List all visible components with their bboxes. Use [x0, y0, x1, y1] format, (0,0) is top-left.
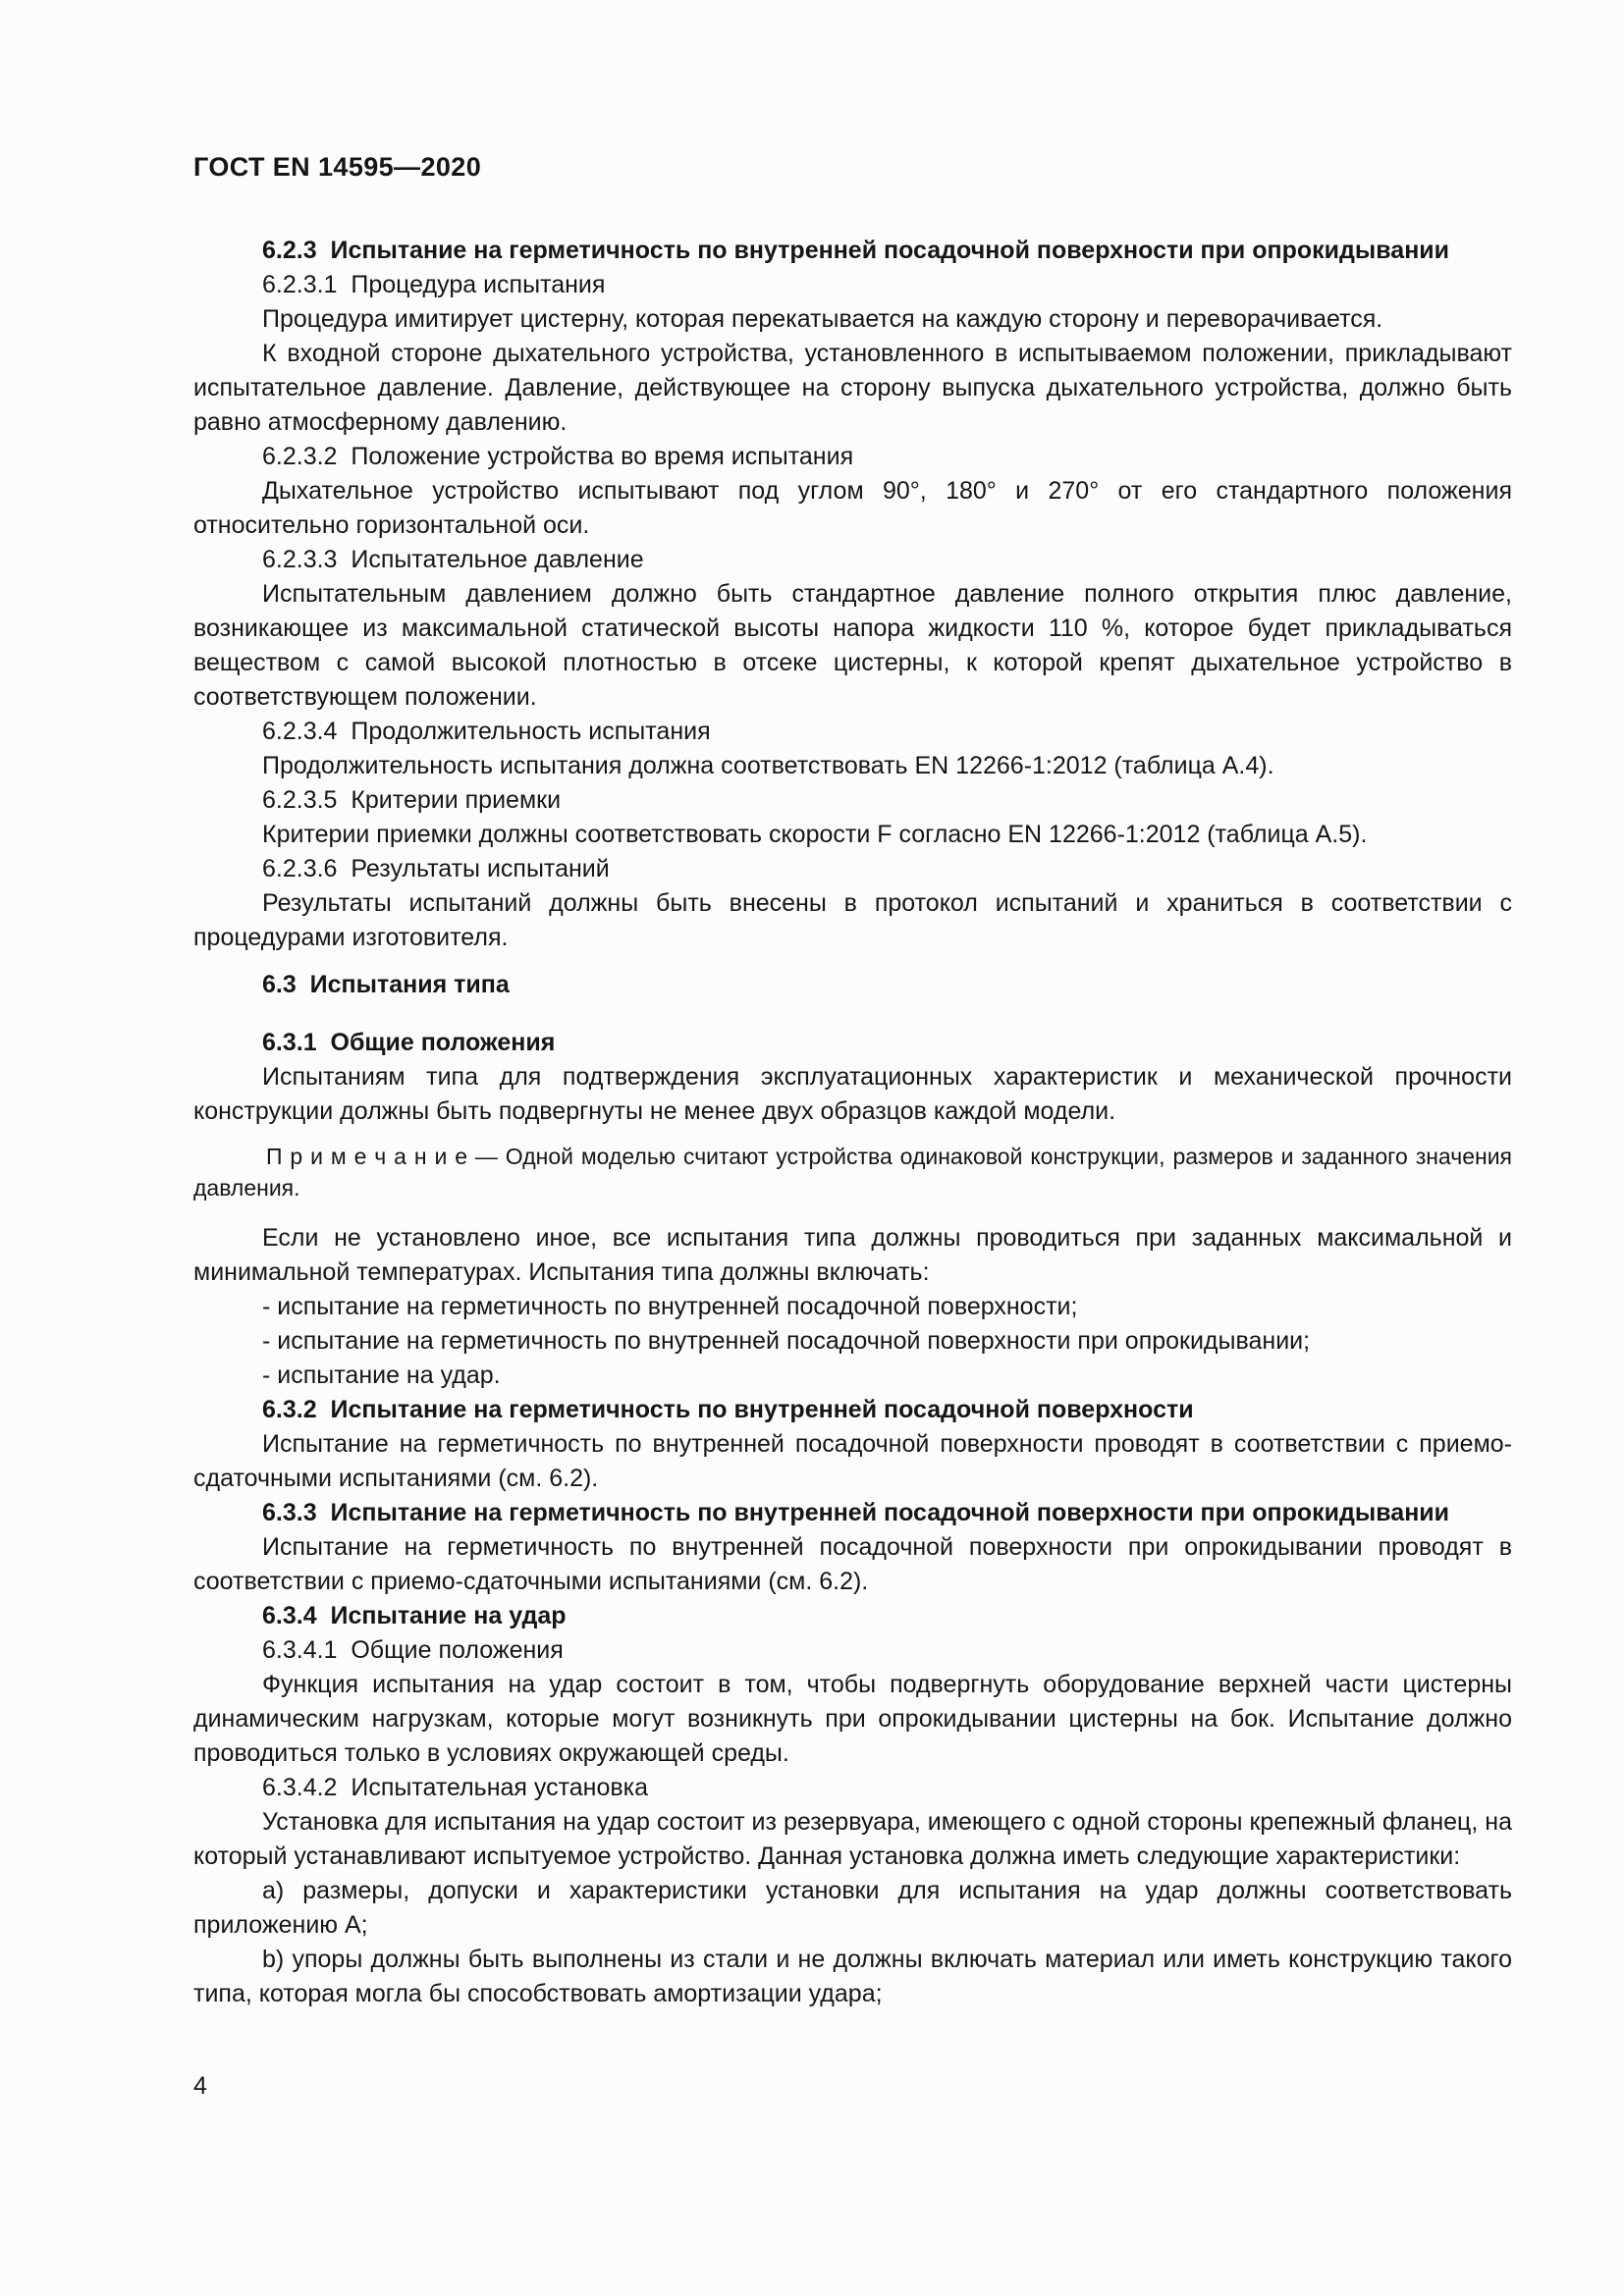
list-item: b) упоры должны быть выполнены из стали и не должны включать материал или иметь конструкцию такого типа, которая могла бы способствовать амортизации удара;	[193, 1946, 1512, 2007]
subheading: 6.3.4.1 Общие положения	[262, 1636, 564, 1664]
paragraph: К входной стороне дыхательного устройства, установленного в испытываемом положении, прикладывают испытательное давление. Давление, действующее на сторону выпуска дыхательного устройства, должно быть равно атмосферному давлению.	[193, 340, 1512, 436]
subheading: 6.2.3.2 Положение устройства во время испытания	[262, 443, 854, 470]
paragraph: Результаты испытаний должны быть внесены в протокол испытаний и храниться в соответствии с процедурами изготовителя.	[193, 889, 1512, 951]
subheading: 6.2.3.6 Результаты испытаний	[262, 855, 610, 882]
list-item: - испытание на герметичность по внутренней посадочной поверхности;	[262, 1293, 1078, 1320]
list-item: - испытание на удар.	[262, 1362, 501, 1389]
paragraph: Испытание на герметичность по внутренней посадочной поверхности при опрокидывании проводят в соответствии с приемо-сдаточными испытаниями (см. 6.2).	[193, 1533, 1512, 1595]
paragraph: Продолжительность испытания должна соответствовать EN 12266-1:2012 (таблица А.4).	[262, 752, 1274, 779]
section-heading: 6.2.3 Испытание на герметичность по внутренней посадочной поверхности при опрокидывании	[262, 237, 1450, 264]
paragraph: Дыхательное устройство испытывают под углом 90°, 180° и 270° от его стандартного положения относительно горизонтальной оси.	[193, 477, 1512, 539]
paragraph: Процедура имитирует цистерну, которая перекатывается на каждую сторону и переворачивается.	[262, 305, 1383, 333]
list-item: а) размеры, допуски и характеристики установки для испытания на удар должны соответствовать приложению А;	[193, 1877, 1512, 1939]
subheading: 6.3.4.2 Испытательная установка	[262, 1774, 649, 1801]
document-content	[193, 234, 1512, 2011]
paragraph: Установка для испытания на удар состоит из резервуара, имеющего с одной стороны крепежный фланец, на который устанавливают испытуемое устройство. Данная установка должна иметь следующие характеристики:	[193, 1808, 1512, 1870]
subheading: 6.2.3.1 Процедура испытания	[262, 271, 606, 298]
note: П р и м е ч а н и е — Одной моделью считают устройства одинаковой конструкции, размеров и заданного значения давления.	[193, 1144, 1512, 1201]
paragraph: Функция испытания на удар состоит в том, чтобы подвергнуть оборудование верхней части цистерны динамическим нагрузкам, которые могут возникнуть при опрокидывании цистерны на бок. Испытание должно проводиться только в условиях окружающей среды.	[193, 1671, 1512, 1767]
paragraph: Критерии приемки должны соответствовать скорости F согласно EN 12266-1:2012 (таблица А.5).	[262, 821, 1368, 848]
paragraph: Испытаниям типа для подтверждения эксплуатационных характеристик и механической прочности конструкции должны быть подвергнуты не менее двух образцов каждой модели.	[193, 1063, 1512, 1125]
subheading: 6.2.3.3 Испытательное давление	[262, 546, 644, 573]
subheading: 6.2.3.4 Продолжительность испытания	[262, 718, 711, 745]
section-heading: 6.3.2 Испытание на герметичность по внутренней посадочной поверхности	[262, 1396, 1194, 1423]
page-number: 4	[193, 2072, 207, 2100]
paragraph: Испытательным давлением должно быть стандартное давление полного открытия плюс давление, возникающее из максимальной статической высоты напора жидкости 110 %, которое будет прикладываться веществом с самой высокой плотностью в отсеке цистерны, к которой крепят дыхательное устройство в соответствующем положении.	[193, 580, 1512, 711]
subheading: 6.2.3.5 Критерии приемки	[262, 786, 562, 814]
paragraph: Испытание на герметичность по внутренней посадочной поверхности проводят в соответствии с приемо-сдаточными испытаниями (см. 6.2).	[193, 1430, 1512, 1492]
section-heading: 6.3.4 Испытание на удар	[262, 1602, 567, 1629]
standard-designation: ГОСТ EN 14595—2020	[193, 152, 482, 182]
section-heading: 6.3.1 Общие положения	[262, 1029, 556, 1056]
chapter-heading: 6.3 Испытания типа	[262, 971, 510, 998]
list-item: - испытание на герметичность по внутренней посадочной поверхности при опрокидывании;	[262, 1327, 1311, 1355]
section-heading: 6.3.3 Испытание на герметичность по внутренней посадочной поверхности при опрокидывании	[262, 1499, 1450, 1526]
paragraph: Если не установлено иное, все испытания типа должны проводиться при заданных максимальной и минимальной температурах. Испытания типа должны включать:	[193, 1224, 1512, 1286]
